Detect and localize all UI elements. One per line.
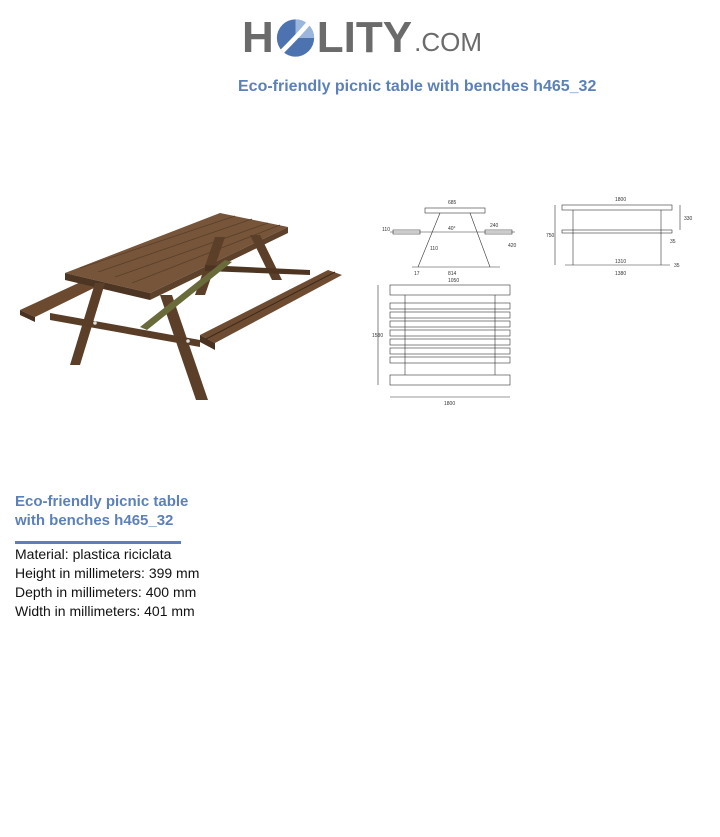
dim-front-top: 1800 xyxy=(615,197,627,203)
page-title: Eco-friendly picnic table with benches h465_32 xyxy=(238,78,597,95)
dim-side-gap: 35 xyxy=(674,263,680,269)
dim-front-outer: 1380 xyxy=(615,271,627,277)
dim-base: 1050 xyxy=(448,278,460,284)
dim-leg-gap: 814 xyxy=(448,271,457,277)
dim-angle: 40° xyxy=(448,226,456,232)
dim-plan-width: 1800 xyxy=(444,401,456,407)
product-title xyxy=(15,492,215,530)
logo-letters: LITY xyxy=(316,13,413,62)
technical-drawing[interactable] xyxy=(370,185,710,410)
spec-height: Height in millimeters: 399 mm xyxy=(15,565,200,581)
dim-top-width: 685 xyxy=(448,200,457,206)
product-image[interactable] xyxy=(10,195,345,410)
dim-front-inner: 1310 xyxy=(615,259,627,265)
dim-thick: 35 xyxy=(670,239,676,245)
dim-seat-right: 240 xyxy=(490,223,499,229)
spec-width: Width in millimeters: 401 mm xyxy=(15,603,195,619)
dim-plan-depth: 1580 xyxy=(372,333,384,339)
logo-letter-h: H xyxy=(242,13,274,62)
dim-inner: 110 xyxy=(430,246,438,252)
logo-dotcom: .COM xyxy=(414,26,482,57)
logo-globe-icon xyxy=(275,12,316,64)
dim-seat-left: 110 xyxy=(382,227,390,233)
dim-seat-height: 330 xyxy=(684,216,693,222)
product-title-line-1: Eco-friendly picnic table xyxy=(15,493,189,510)
title-underline xyxy=(15,541,181,544)
holity-logo[interactable] xyxy=(242,8,482,68)
dim-front-height: 750 xyxy=(546,233,555,239)
spec-material: Material: plastica riciclata xyxy=(15,546,172,562)
product-title-line-2: with benches h465_32 xyxy=(15,512,174,529)
dim-height-right: 420 xyxy=(508,243,517,249)
product-specs xyxy=(15,545,199,621)
spec-depth: Depth in millimeters: 400 mm xyxy=(15,584,197,600)
dim-leg-left: 17 xyxy=(414,271,420,277)
